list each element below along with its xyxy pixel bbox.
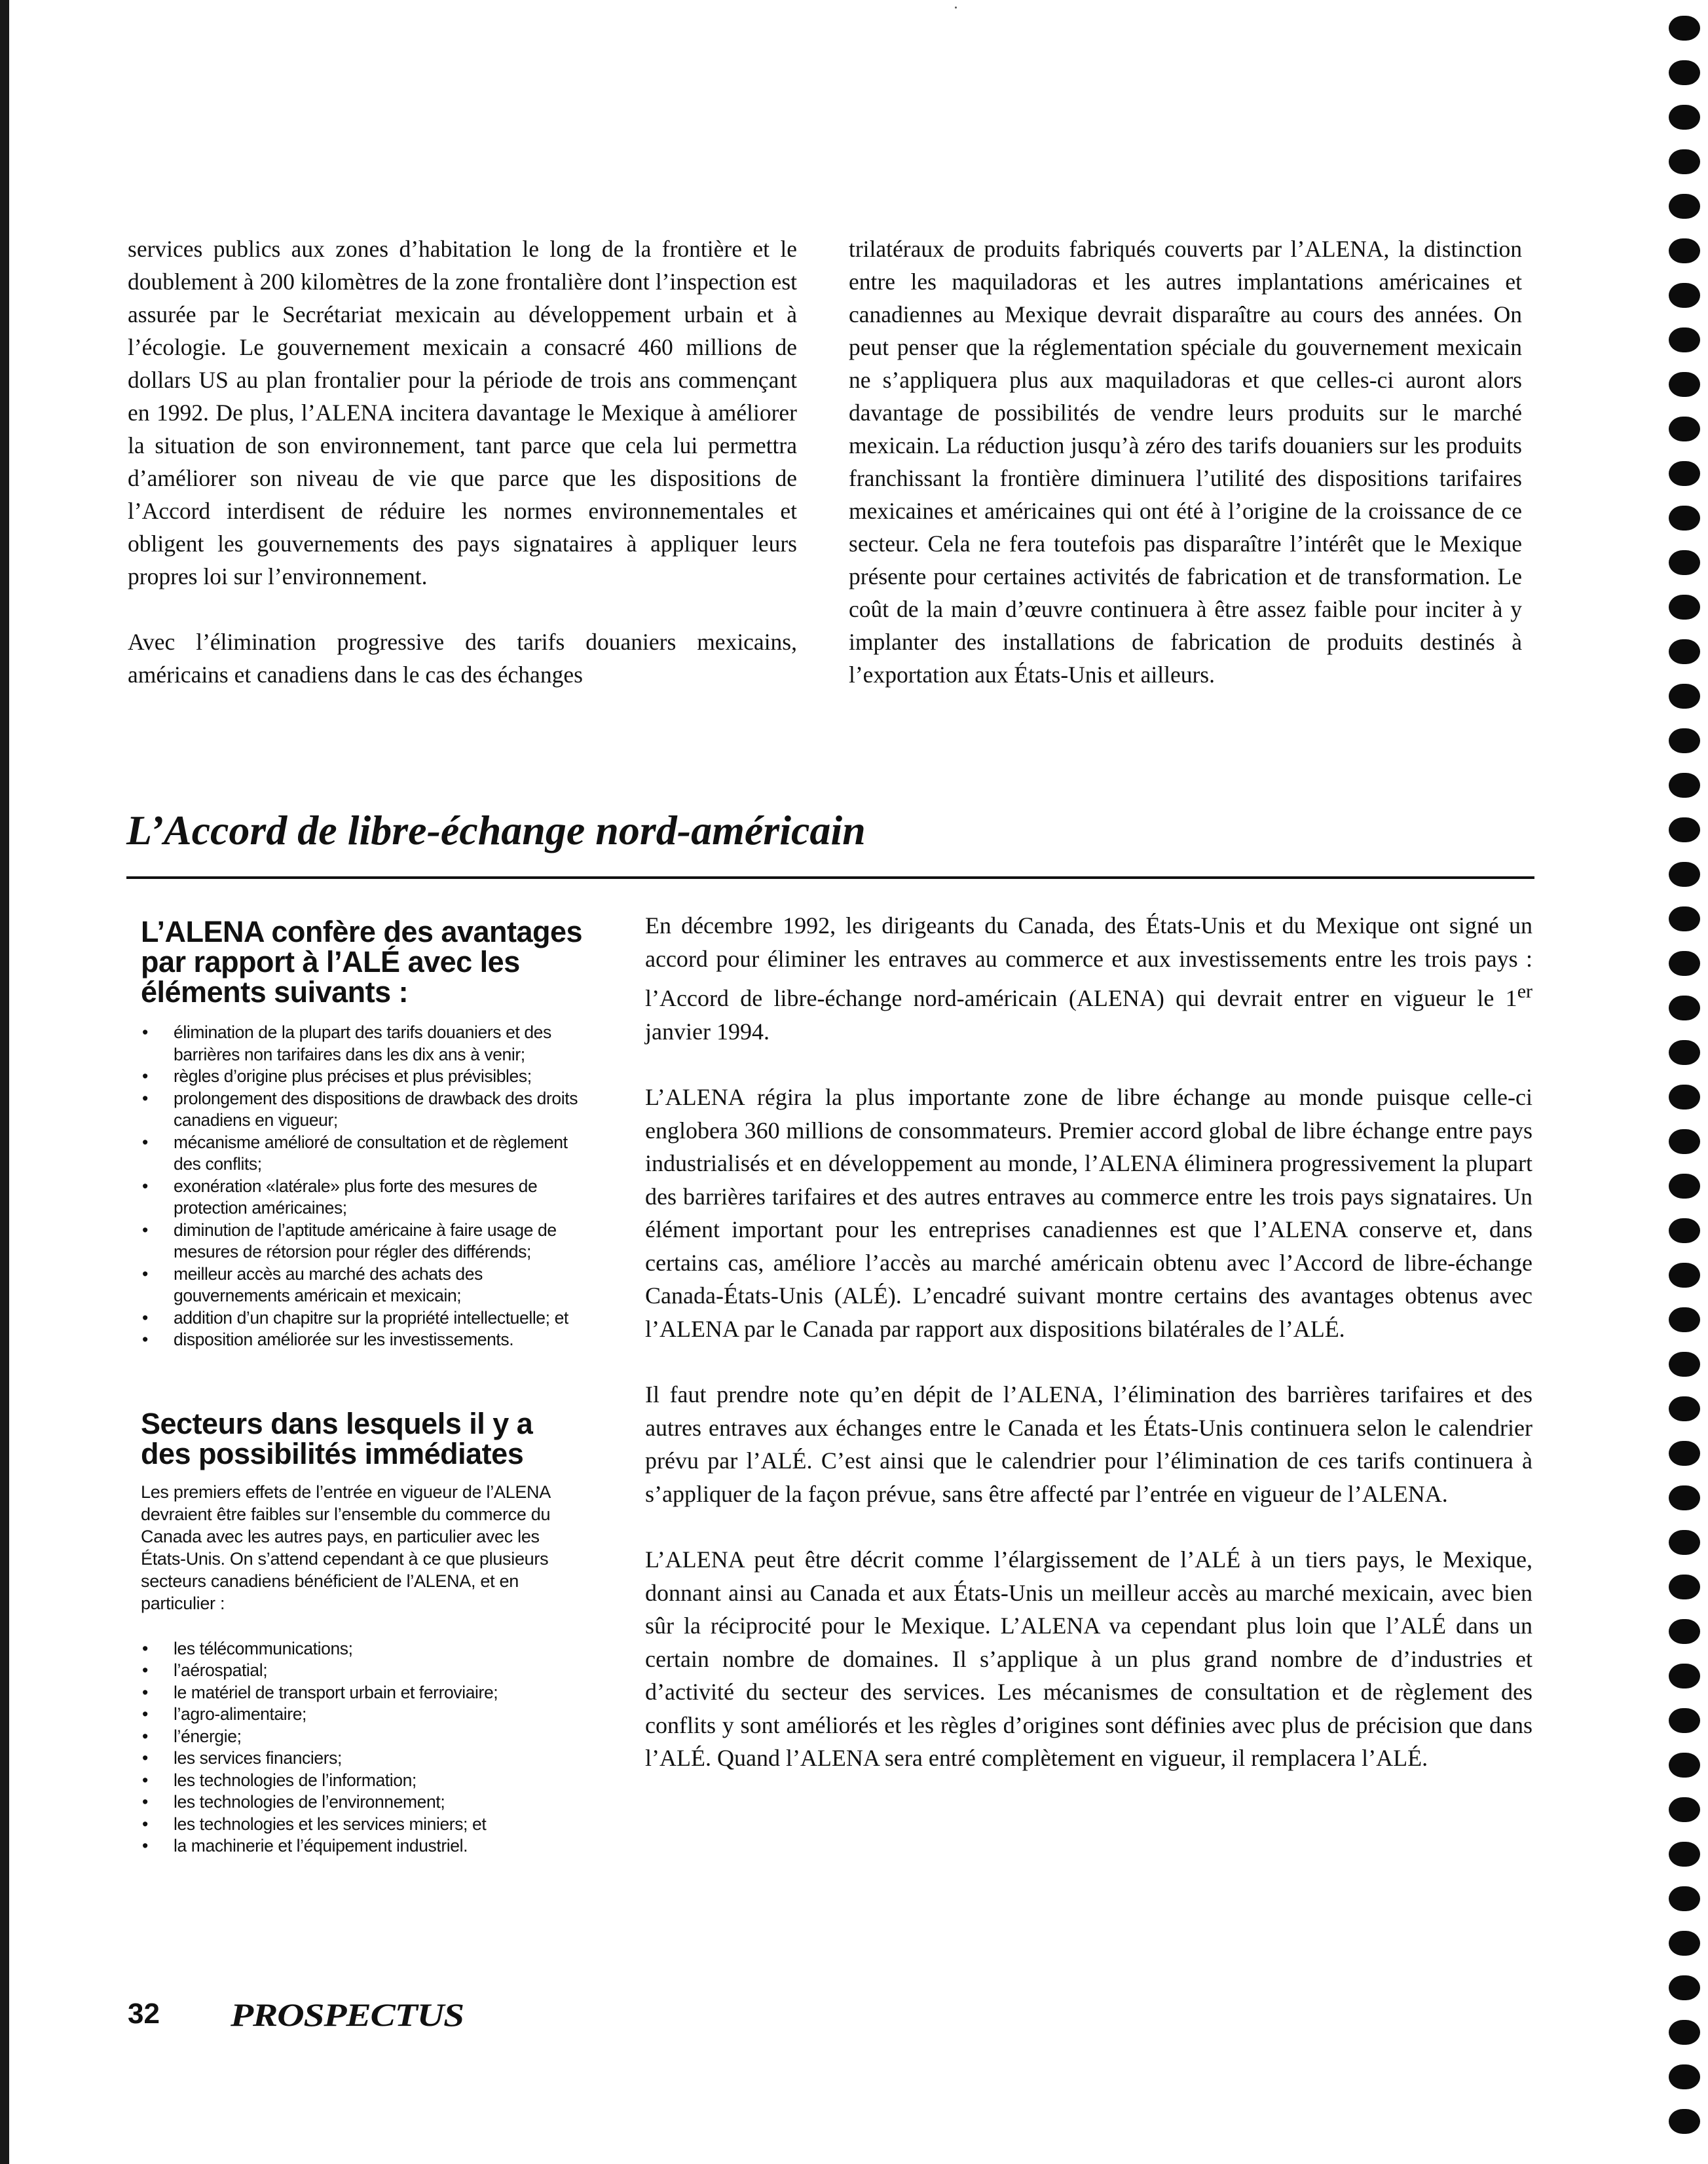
- binder-hole: [1669, 238, 1700, 263]
- list-item: • les services financiers;: [174, 1747, 586, 1770]
- top-right-column: [849, 233, 1522, 691]
- binder-hole: [1669, 1129, 1700, 1154]
- binder-hole: [1669, 1842, 1700, 1867]
- binder-hole: [1669, 1174, 1700, 1199]
- binder-hole: [1669, 1664, 1700, 1688]
- binder-hole: [1669, 1085, 1700, 1110]
- advantages-list: [141, 1022, 586, 1351]
- binder-hole: [1669, 1263, 1700, 1288]
- list-item: • les télécommunications;: [174, 1638, 586, 1660]
- paragraph: L’ALENA régira la plus importante zone de libre échange au monde puisque celle-ci englobera 360 millions de consommateurs. Premier accord global de libre échange entre pays industrialisés et en développement au monde, l’ALENA éliminera progressivement la plupart des barrières tarifaires et des autres entraves au commerce entre les trois pays signataires. Un élément important pour les entreprises canadiennes est que l’ALENA conserve et, dans certains cas, améliore l’accès au marché américain obtenu avec l’Accord de libre-échange Canada-États-Unis (ALÉ). L’encadré suivant montre certains des avantages obtenus avec l’ALENA par le Canada par rapport aux dispositions bilatérales de l’ALÉ.: [645, 1084, 1532, 1342]
- binder-hole: [1669, 1975, 1700, 2000]
- list-item: • les technologies et les services miniers; et: [174, 1814, 586, 1836]
- binder-hole: [1669, 951, 1700, 976]
- section-title: L’Accord de libre-échange nord-américain: [126, 807, 866, 853]
- list-item: • diminution de l’aptitude américaine à faire usage de mesures de rétorsion pour régler des différends;: [174, 1220, 586, 1263]
- binder-hole: [1669, 728, 1700, 753]
- list-item: • l’agro-alimentaire;: [174, 1704, 586, 1726]
- page-number: 32: [128, 1998, 160, 2030]
- binder-hole: [1669, 906, 1700, 931]
- binder-hole: [1669, 996, 1700, 1020]
- binder-hole: [1669, 194, 1700, 219]
- binder-hole: [1669, 1886, 1700, 1911]
- binder-hole: [1669, 149, 1700, 174]
- binder-hole: [1669, 639, 1700, 664]
- top-left-column: [128, 233, 797, 691]
- binder-hole: [1669, 1708, 1700, 1733]
- paragraph-text: En décembre 1992, les dirigeants du Canada, des États-Unis et du Mexique ont signé un accord pour éliminer les entraves au commerce et aux investissements entre les trois pays : l’Accord de libre-échange nord-américain (ALENA) qui devrait entrer en vigueur le 1: [645, 912, 1532, 1011]
- paragraph: Avec l’élimination progressive des tarifs douaniers mexicains, américains et canadiens dans le cas des échanges: [128, 629, 797, 688]
- binder-hole: [1669, 2064, 1700, 2089]
- binder-hole: [1669, 1485, 1700, 1510]
- binder-hole: [1669, 1307, 1700, 1332]
- binder-hole: [1669, 1040, 1700, 1065]
- list-item: • la machinerie et l’équipement industriel.: [174, 1835, 586, 1857]
- binder-hole: [1669, 1753, 1700, 1778]
- paragraph-text: janvier 1994.: [645, 1018, 770, 1045]
- binder-hole: [1669, 16, 1700, 41]
- list-item: • l’énergie;: [174, 1726, 586, 1748]
- magazine-logo: PROSPECTUS: [231, 1996, 464, 2033]
- list-item: • le matériel de transport urbain et ferroviaire;: [174, 1682, 586, 1704]
- list-item: • l’aérospatial;: [174, 1660, 586, 1682]
- list-item: • les technologies de l’environnement;: [174, 1791, 586, 1814]
- binder-hole: [1669, 327, 1700, 352]
- binder-hole: [1669, 417, 1700, 441]
- superscript: er: [1517, 980, 1532, 1002]
- binder-hole: [1669, 1352, 1700, 1377]
- binder-hole: [1669, 1530, 1700, 1555]
- list-item: • prolongement des dispositions de drawback des droits canadiens en vigueur;: [174, 1088, 586, 1132]
- binder-hole: [1669, 506, 1700, 531]
- binder-hole: [1669, 1396, 1700, 1421]
- section-rule: [126, 876, 1534, 879]
- list-item: • disposition améliorée sur les investissements.: [174, 1329, 586, 1351]
- paragraph: trilatéraux de produits fabriqués couverts par l’ALENA, la distinction entre les maquiladoras et les autres implantations américaines et canadiennes au Mexique devrait disparaître au cours des années. On peut penser que la réglementation spéciale du gouvernement mexicain ne s’appliquera plus aux maquiladoras et que celles-ci auront alors davantage de possibilités de vendre leurs produits sur le marché mexicain. La réduction jusqu’à zéro des tarifs douaniers sur les produits franchissant la frontière diminuera l’utilité des dispositions tarifaires mexicaines et américaines qui ont été à l’origine de la croissance de ce secteur. Cela ne fera toutefois pas disparaître l’intérêt que le Mexique présente pour certaines activités de fabrication et de transformation. Le coût de la main d’œuvre continuera à être assez faible pour inciter à y implanter des installations de fabrication de produits destinés à l’exportation aux États-Unis et ailleurs.: [849, 236, 1522, 688]
- list-item: • règles d’origine plus précises et plus prévisibles;: [174, 1066, 586, 1088]
- list-item: • meilleur accès au marché des achats des gouvernements américain et mexicain;: [174, 1263, 586, 1307]
- binder-hole: [1669, 1797, 1700, 1822]
- scan-left-edge: [0, 0, 9, 2164]
- paragraph: services publics aux zones d’habitation le long de la frontière et le doublement à 200 kilomètres de la zone frontalière dont l’inspection est assurée par le Secrétariat mexicain au développement urbain et à l’écologie. Le gouvernement mexicain a consacré 460 millions de dollars US au plan frontalier pour la période de trois ans commençant en 1992. De plus, l’ALENA incitera davantage le Mexique à améliorer la situation de son environnement, tant parce que cela lui permettra d’améliorer son niveau de vie que parce que les dispositions de l’Accord interdisent de réduire les normes environnementales et obligent les gouvernements des pays signataires à appliquer leurs propres loi sur l’environnement.: [128, 236, 797, 589]
- binder-hole: [1669, 2109, 1700, 2134]
- binder-hole: [1669, 461, 1700, 486]
- binder-hole: [1669, 550, 1700, 575]
- sectors-list: [141, 1638, 586, 1857]
- scan-speck: [955, 7, 957, 9]
- sidebar-heading-sectors: Secteurs dans lesquels il y a des possibilités immédiates: [141, 1406, 533, 1470]
- list-item: • mécanisme amélioré de consultation et de règlement des conflits;: [174, 1132, 586, 1176]
- binder-hole: [1669, 60, 1700, 85]
- binder-hole: [1669, 862, 1700, 887]
- binder-hole: [1669, 1619, 1700, 1644]
- paragraph: L’ALENA peut être décrit comme l’élargissement de l’ALÉ à un tiers pays, le Mexique, donnant ainsi au Canada et aux États-Unis un meilleur accès au marché mexicain, avec bien sûr la réciprocité pour le Mexique. L’ALENA va cependant plus loin que l’ALÉ dans un certain nombre de domaines. Il s’applique à un plus grand nombre de d’industries et d’activité du secteur des services. Les mécanismes de consultation et de règlement des conflits y sont améliorés et les règles d’origines sont définies avec plus de précision que dans l’ALÉ. Quand l’ALENA sera entré complètement en vigueur, il remplacera l’ALÉ.: [645, 1546, 1532, 1771]
- list-item: • addition d’un chapitre sur la propriété intellectuelle; et: [174, 1307, 586, 1330]
- paragraph: Il faut prendre note qu’en dépit de l’ALENA, l’élimination des barrières tarifaires et des autres entraves aux échanges entre le Canada et les États-Unis continuera selon le calendrier prévu par l’ALÉ. C’est ainsi que le calendrier pour l’élimination de ces tarifs continuera à s’appliquer de la façon prévue, sans être affecté par l’entrée en vigueur de l’ALENA.: [645, 1381, 1532, 1507]
- list-item: • exonération «latérale» plus forte des mesures de protection américaines;: [174, 1176, 586, 1220]
- binder-hole: [1669, 2020, 1700, 2045]
- binder-holes: [1669, 0, 1708, 2164]
- binder-hole: [1669, 372, 1700, 397]
- binder-hole: [1669, 1441, 1700, 1466]
- binder-hole: [1669, 1931, 1700, 1956]
- sidebar-intro: Les premiers effets de l’entrée en vigueur de l’ALENA devraient être faibles sur l’ensemble du commerce du Canada avec les autres pays, en particulier avec les États-Unis. On s’attend cependant à ce que plusieurs secteurs canadiens bénéficient de l’ALENA, et en particulier :: [141, 1482, 551, 1613]
- sidebar-box: [141, 917, 586, 1857]
- binder-hole: [1669, 773, 1700, 798]
- binder-hole: [1669, 684, 1700, 709]
- binder-hole: [1669, 105, 1700, 130]
- list-item: • les technologies de l’information;: [174, 1770, 586, 1792]
- list-item: • élimination de la plupart des tarifs douaniers et des barrières non tarifaires dans les dix ans à venir;: [174, 1022, 586, 1066]
- main-column: [645, 909, 1532, 1808]
- paragraph: [645, 909, 1532, 1048]
- binder-hole: [1669, 1575, 1700, 1599]
- binder-hole: [1669, 283, 1700, 308]
- binder-hole: [1669, 817, 1700, 842]
- sidebar-heading-advantages: L’ALENA confère des avantages par rapport à l’ALÉ avec les éléments suivants :: [141, 915, 583, 1009]
- binder-hole: [1669, 595, 1700, 620]
- binder-hole: [1669, 1218, 1700, 1243]
